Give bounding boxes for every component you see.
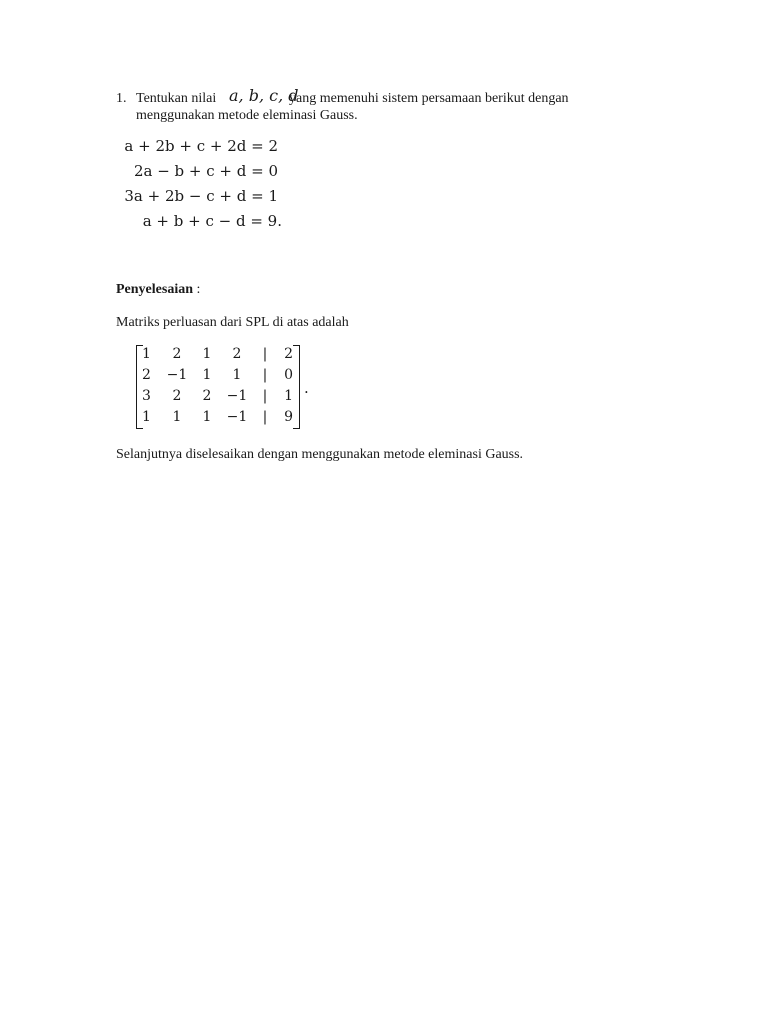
solution-heading-colon: : bbox=[193, 282, 201, 297]
matrix-cell: 2 bbox=[232, 346, 242, 362]
matrix-divider: | bbox=[262, 367, 268, 383]
matrix-cell: 2 bbox=[284, 346, 293, 362]
equation-2: 2a − b + c + d = 0 bbox=[133, 162, 278, 180]
problem-number: 1. bbox=[116, 91, 127, 106]
matrix-cell: 1 bbox=[284, 388, 293, 404]
matrix-period: . bbox=[304, 379, 309, 397]
matrix-cell: −1 bbox=[226, 409, 248, 425]
matrix-right-bracket bbox=[293, 345, 300, 429]
problem-intro-end: yang memenuhi sistem persamaan berikut dengan bbox=[289, 91, 569, 106]
matrix-cell: 3 bbox=[142, 388, 151, 404]
matrix-cell: 1 bbox=[202, 346, 212, 362]
problem-intro-start: Tentukan nilai bbox=[136, 91, 217, 106]
closing-text: Selanjutnya diselesaikan dengan menggunakan metode eleminasi Gauss. bbox=[116, 447, 524, 462]
matrix-divider: | bbox=[262, 409, 268, 425]
matrix-cell: 1 bbox=[142, 346, 151, 362]
matrix-cell: 0 bbox=[284, 367, 293, 383]
matrix-intro-text: Matriks perluasan dari SPL di atas adalah bbox=[116, 315, 349, 330]
augmented-matrix bbox=[136, 345, 300, 429]
matrix-cell: 1 bbox=[232, 367, 242, 383]
equation-4: a + b + c − d = 9. bbox=[142, 212, 282, 230]
equation-1: a + 2b + c + 2d = 2 bbox=[124, 137, 278, 155]
matrix-cell: −1 bbox=[166, 367, 188, 383]
problem-intro-line2: menggunakan metode eleminasi Gauss. bbox=[136, 108, 358, 123]
matrix-cell: 9 bbox=[284, 409, 293, 425]
matrix-cell: 1 bbox=[142, 409, 151, 425]
matrix-cell: 1 bbox=[172, 409, 182, 425]
matrix-cell: 2 bbox=[172, 388, 182, 404]
matrix-cell: −1 bbox=[226, 388, 248, 404]
solution-heading-label: Penyelesaian bbox=[116, 282, 193, 297]
solution-heading bbox=[116, 282, 200, 298]
matrix-cell: 2 bbox=[172, 346, 182, 362]
matrix-cell: 2 bbox=[202, 388, 212, 404]
matrix-cell: 1 bbox=[202, 409, 212, 425]
problem-variables: a, b, c, d bbox=[229, 86, 299, 105]
matrix-cell: 2 bbox=[142, 367, 151, 383]
matrix-cell: 1 bbox=[202, 367, 212, 383]
matrix-divider: | bbox=[262, 346, 268, 362]
matrix-divider: | bbox=[262, 388, 268, 404]
equation-system bbox=[120, 134, 282, 234]
equation-3: 3a + 2b − c + d = 1 bbox=[124, 187, 278, 205]
